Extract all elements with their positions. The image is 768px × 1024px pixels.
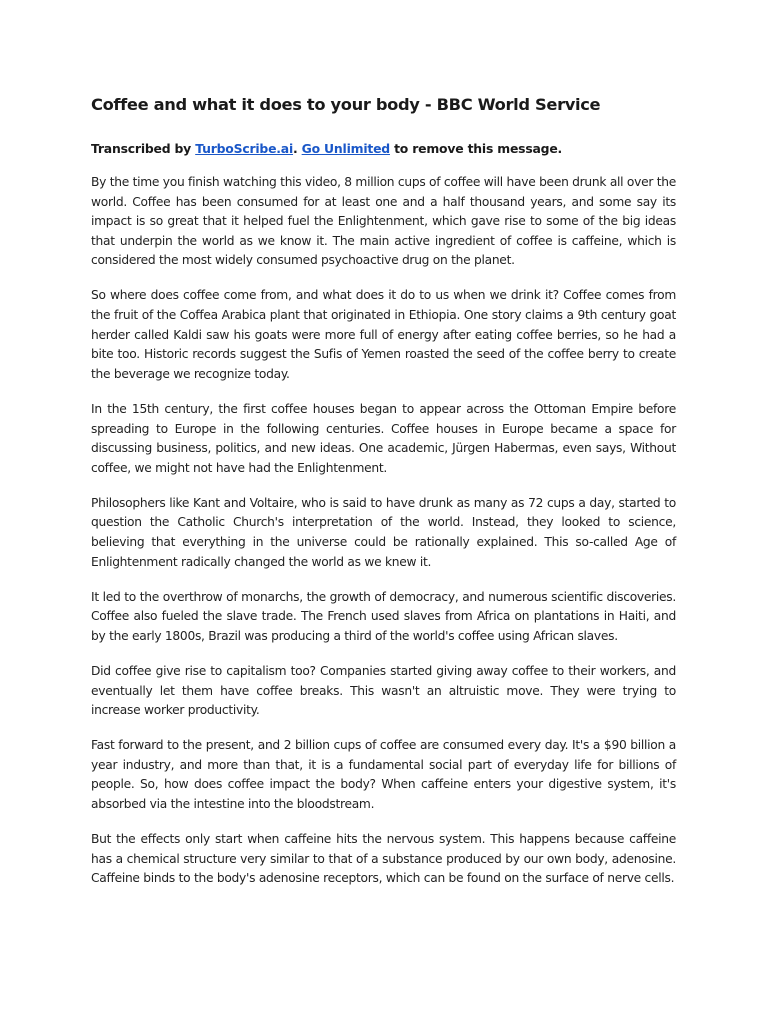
paragraph: Fast forward to the present, and 2 billion cups of coffee are consumed every day. It's a $90 billion a year industry, and more than that, it is a fundamental social part of everyday life for billions of people. So, how does coffee impact the body? When caffeine enters your digestive system, it's absorbed via the intestine into the bloodstream.: [91, 738, 676, 812]
paragraph: Did coffee give rise to capitalism too? Companies started giving away coffee to their workers, and eventually let them have coffee breaks. This wasn't an altruistic move. They were trying to increase worker productivity.: [91, 663, 676, 718]
transcription-notice: [91, 138, 676, 159]
paragraph: In the 15th century, the first coffee houses began to appear across the Ottoman Empire before spreading to Europe in the following centuries. Coffee houses in Europe became a space for discussing business, politics, and new ideas. One academic, Jürgen Habermas, even says, Without coffee, we might not have had the Enlightenment.: [91, 401, 676, 475]
document-page: [91, 92, 676, 904]
paragraph: It led to the overthrow of monarchs, the growth of democracy, and numerous scientific discoveries. Coffee also fueled the slave trade. The French used slaves from Africa on plantations in Haiti, and by the early 1800s, Brazil was producing a third of the world's coffee using African slaves.: [91, 589, 676, 643]
document-title: Coffee and what it does to your body - BBC World Service: [91, 95, 601, 114]
paragraph: By the time you finish watching this video, 8 million cups of coffee will have been drunk all over the world. Coffee has been consumed for at least one and a half thousand years, and some say its impact is so great that it helped fuel the Enlightenment, which gave rise to some of the big ideas that underpin the world as we know it. The main active ingredient of coffee is caffeine, which is considered the most widely consumed psychoactive drug on the planet.: [91, 175, 676, 268]
turboscribe-link[interactable]: TurboScribe.ai: [195, 141, 294, 156]
paragraph: So where does coffee come from, and what does it do to us when we drink it? Coffee comes from the fruit of the Coffea Arabica plant that originated in Ethiopia. One story claims a 9th century goat herder called Kaldi saw his goats were more full of energy after eating coffee berries, so he had a bite too. Historic records suggest the Sufis of Yemen roasted the seed of the coffee berry to create the beverage we recognize today.: [91, 288, 676, 381]
go-unlimited-link[interactable]: Go Unlimited: [301, 141, 390, 156]
notice-separator: .: [293, 141, 302, 156]
notice-suffix: to remove this message.: [389, 141, 563, 156]
notice-prefix: Transcribed by: [91, 141, 196, 156]
paragraph: But the effects only start when caffeine hits the nervous system. This happens because caffeine has a chemical structure very similar to that of a substance produced by our own body, adenosine. Caffeine binds to the body's adenosine receptors, which can be found on the surface of nerve cells.: [91, 832, 676, 886]
paragraph: Philosophers like Kant and Voltaire, who is said to have drunk as many as 72 cups a day, started to question the Catholic Church's interpretation of the world. Instead, they looked to science, believing that everything in the universe could be rationally explained. This so-called Age of Enlightenment radically changed the world as we knew it.: [91, 495, 676, 569]
